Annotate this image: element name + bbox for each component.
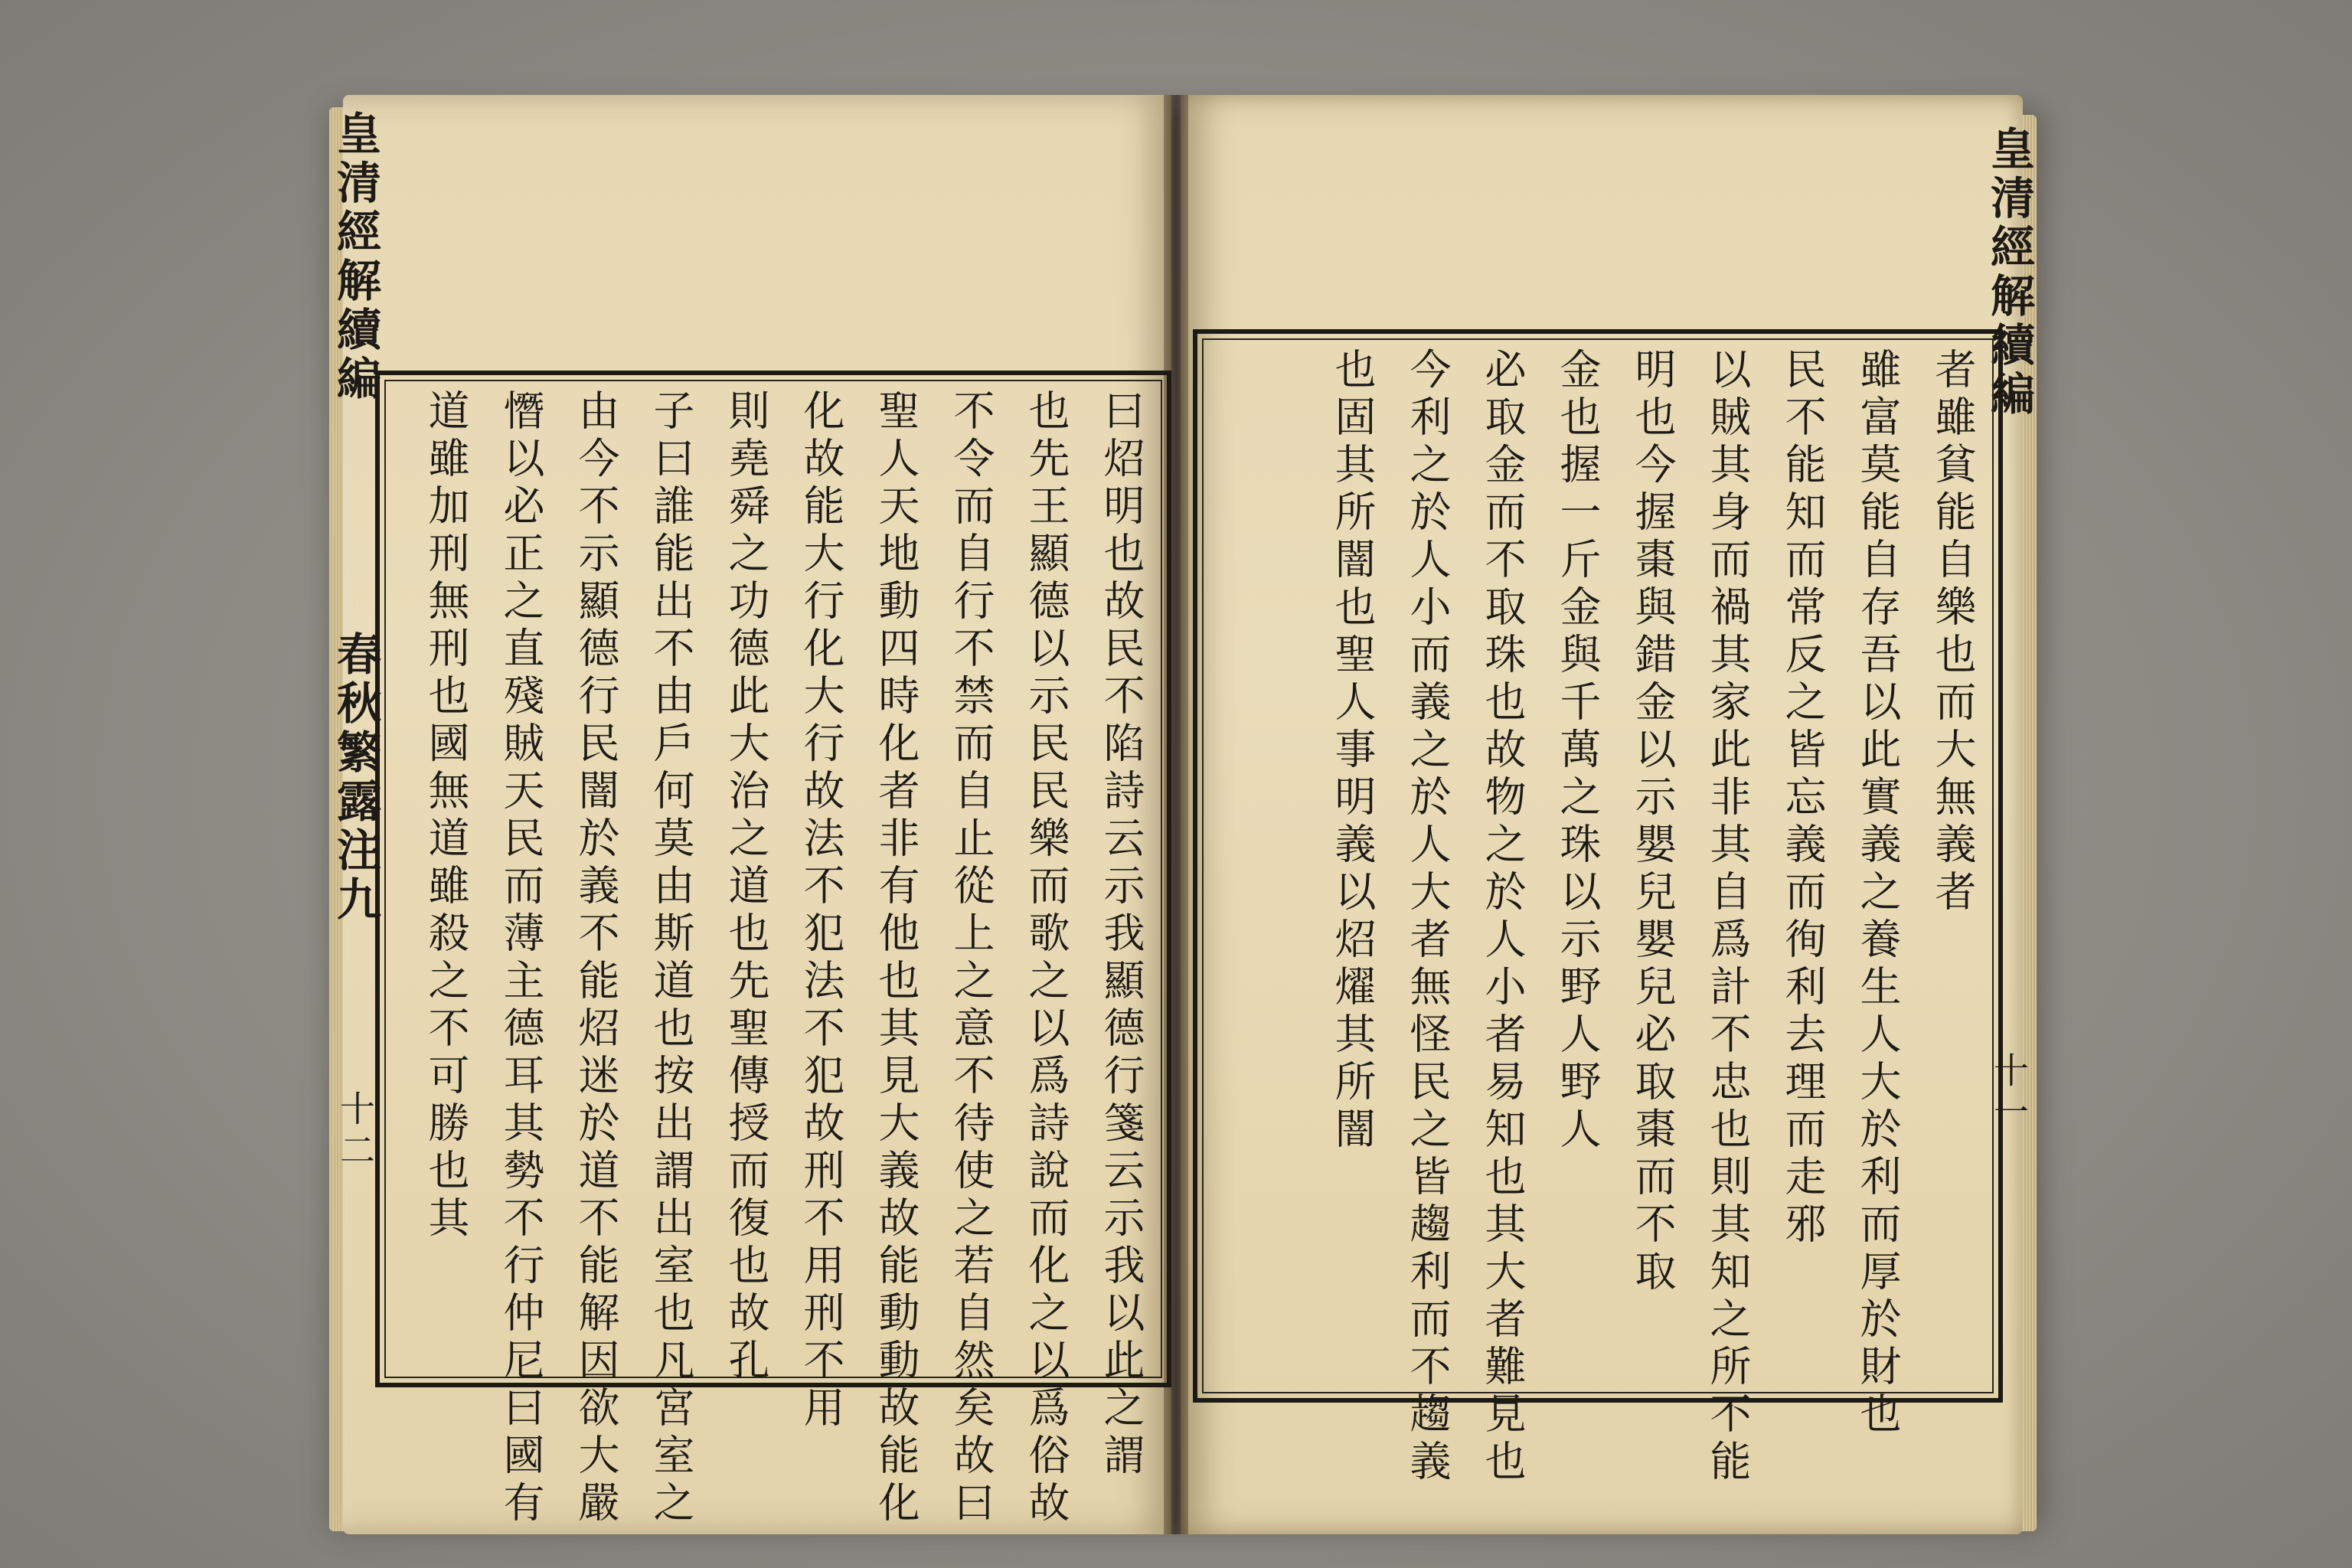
right-column-9: 也固其所闇也聖人事明義以炤燿其所闇 xyxy=(1328,348,1377,1155)
right-column-3: 民不能知而常反之皆忘義而徇利去理而走邪 xyxy=(1779,348,1827,1250)
right-column-1: 者雖貧能自樂也而大無義者 xyxy=(1929,348,1977,917)
right-column-2: 雖富莫能自存吾以此實義之養生人大於利而厚於財也 xyxy=(1854,348,1902,1439)
right-text-frame xyxy=(1193,329,2003,1487)
left-column-10: 道雖加刑無刑也國無道雖殺之不可勝也其 xyxy=(422,389,470,1243)
right-column-6: 金也握一斤金與千萬之珠以示野人野人 xyxy=(1553,348,1602,1155)
left-text-frame xyxy=(375,371,1171,1528)
right-column-7: 必取金而不取珠也故物之於人小者易知也其大者難見也 xyxy=(1478,348,1527,1487)
left-column-9: 憯以必正之直殘賊天民而薄主德耳其勢不行仲尼曰國有 xyxy=(497,389,545,1528)
left-column-5: 化故能大行化大行故法不犯法不犯故刑不用刑不用 xyxy=(797,389,845,1433)
left-column-4: 聖人天地動四時化者非有他也其見大義故能動動故能化 xyxy=(872,389,920,1528)
left-margin-title: 皇清經解續編 xyxy=(329,110,381,404)
left-column-6: 則堯舜之功德此大治之道也先聖傳授而復也故孔 xyxy=(722,389,770,1386)
left-column-7: 子曰誰能出不由戶何莫由斯道也按出謂出室也凡宮室之 xyxy=(647,389,695,1528)
right-margin-title: 皇清經解續編 xyxy=(1983,126,2035,420)
right-column-8: 今利之於人小而義之於人大者無怪民之皆趨利而不趨義 xyxy=(1403,348,1452,1487)
right-column-4: 以賊其身而禍其家此非其自爲計不忠也則其知之所不能 xyxy=(1704,348,1752,1487)
left-margin-subtitle: 春秋繁露注九 xyxy=(329,631,381,925)
right-margin-page-number: 十一 xyxy=(1988,1052,2030,1135)
right-column-5: 明也今握棗與錯金以示嬰兒嬰兒必取棗而不取 xyxy=(1628,348,1677,1297)
left-column-1: 曰炤明也故民不陷詩云示我顯德行箋云示我以此之謂 xyxy=(1097,389,1145,1481)
left-column-2: 也先王顯德以示民民樂而歌之以爲詩說而化之以爲俗故 xyxy=(1022,389,1070,1528)
left-column-8: 由今不示顯德行民闇於義不能炤迷於道不能解因欲大嚴 xyxy=(572,389,620,1528)
right-columns xyxy=(1309,348,1984,1487)
left-columns xyxy=(403,389,1153,1528)
left-column-3: 不令而自行不禁而自止從上之意不待使之若自然矣故曰 xyxy=(947,389,995,1528)
left-margin-page-number: 十二 xyxy=(335,1090,376,1173)
